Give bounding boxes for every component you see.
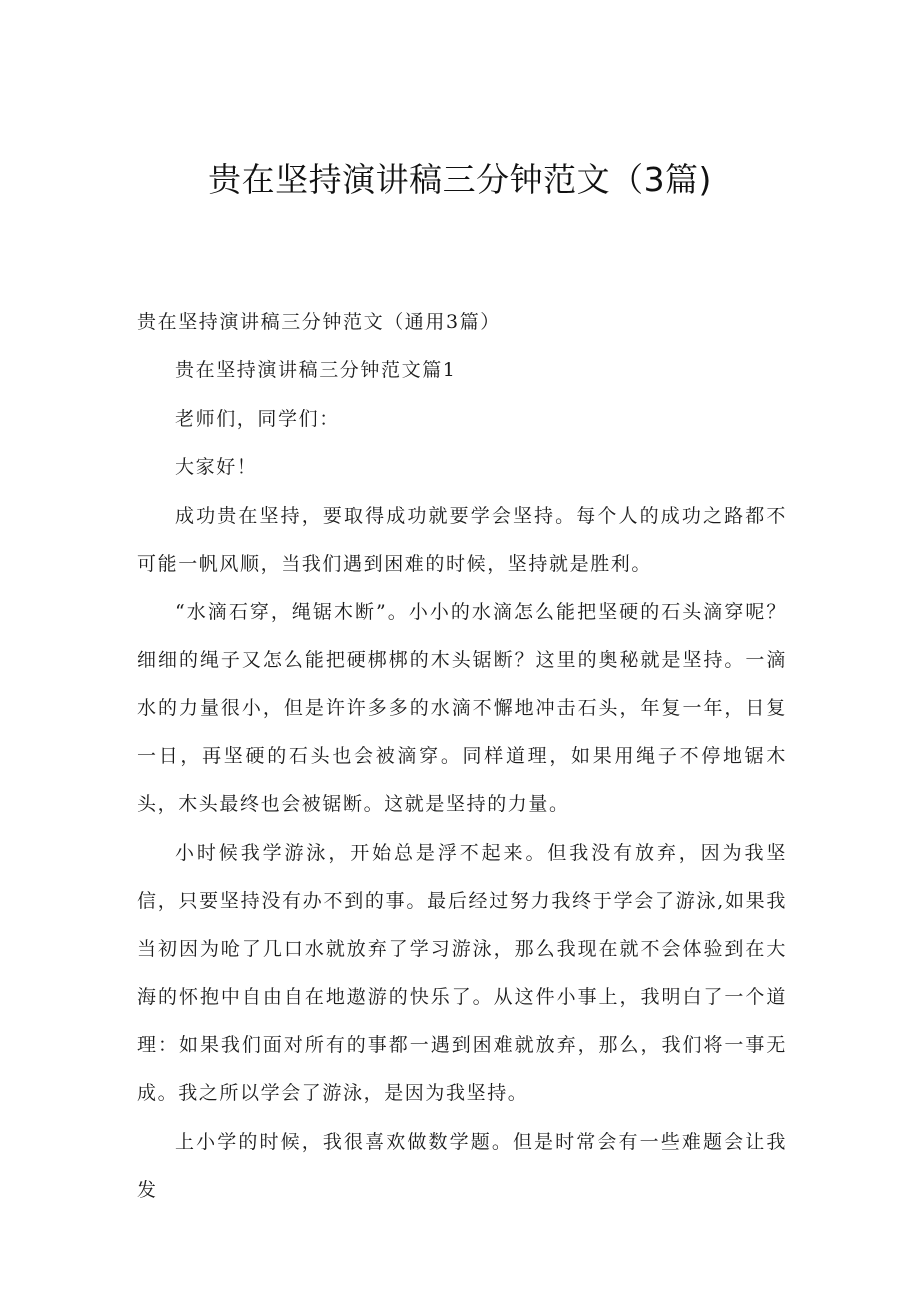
paragraph-2: “水滴石穿，绳锯木断”。小小的水滴怎么能把坚硬的石头滴穿呢？细细的绳子又怎么能把硬梆梆的木头锯断？这里的奥秘就是坚持。一滴水的力量很小，但是许许多多的水滴不懈地冲击石头，年复一年，日复一日，再坚硬的石头也会被滴穿。同样道理，如果用绳子不停地锯木头，木头最终也会被锯断。这就是坚持的力量。 [137, 601, 787, 815]
salutation: 老师们，同学们： [175, 408, 340, 430]
paragraph-4: 上小学的时候，我很喜欢做数学题。但是时常会有一些难题会让我发 [137, 1131, 787, 1201]
document-subtitle: 贵在坚持演讲稿三分钟范文（通用3篇） [137, 311, 501, 333]
greeting: 大家好！ [175, 456, 258, 478]
paragraph-3: 小时候我学游泳，开始总是浮不起来。但我没有放弃，因为我坚信，只要坚持没有办不到的事。最后经过努力我终于学会了游泳,如果我当初因为呛了几口水就放弃了学习游泳，那么我现在就不会体验到在大海的怀抱中自由自在地遨游的快乐了。从这件小事上，我明白了一个道理：如果我们面对所有的事都一遇到困难就放弃，那么，我们将一事无成。我之所以学会了游泳，是因为我坚持。 [137, 842, 787, 1104]
section-heading: 贵在坚持演讲稿三分钟范文篇1 [175, 359, 457, 381]
paragraph-1: 成功贵在坚持，要取得成功就要学会坚持。每个人的成功之路都不可能一帆风顺，当我们遇到困难的时候，坚持就是胜利。 [137, 505, 787, 575]
document-title: 贵在坚持演讲稿三分钟范文（3篇) [208, 160, 712, 199]
